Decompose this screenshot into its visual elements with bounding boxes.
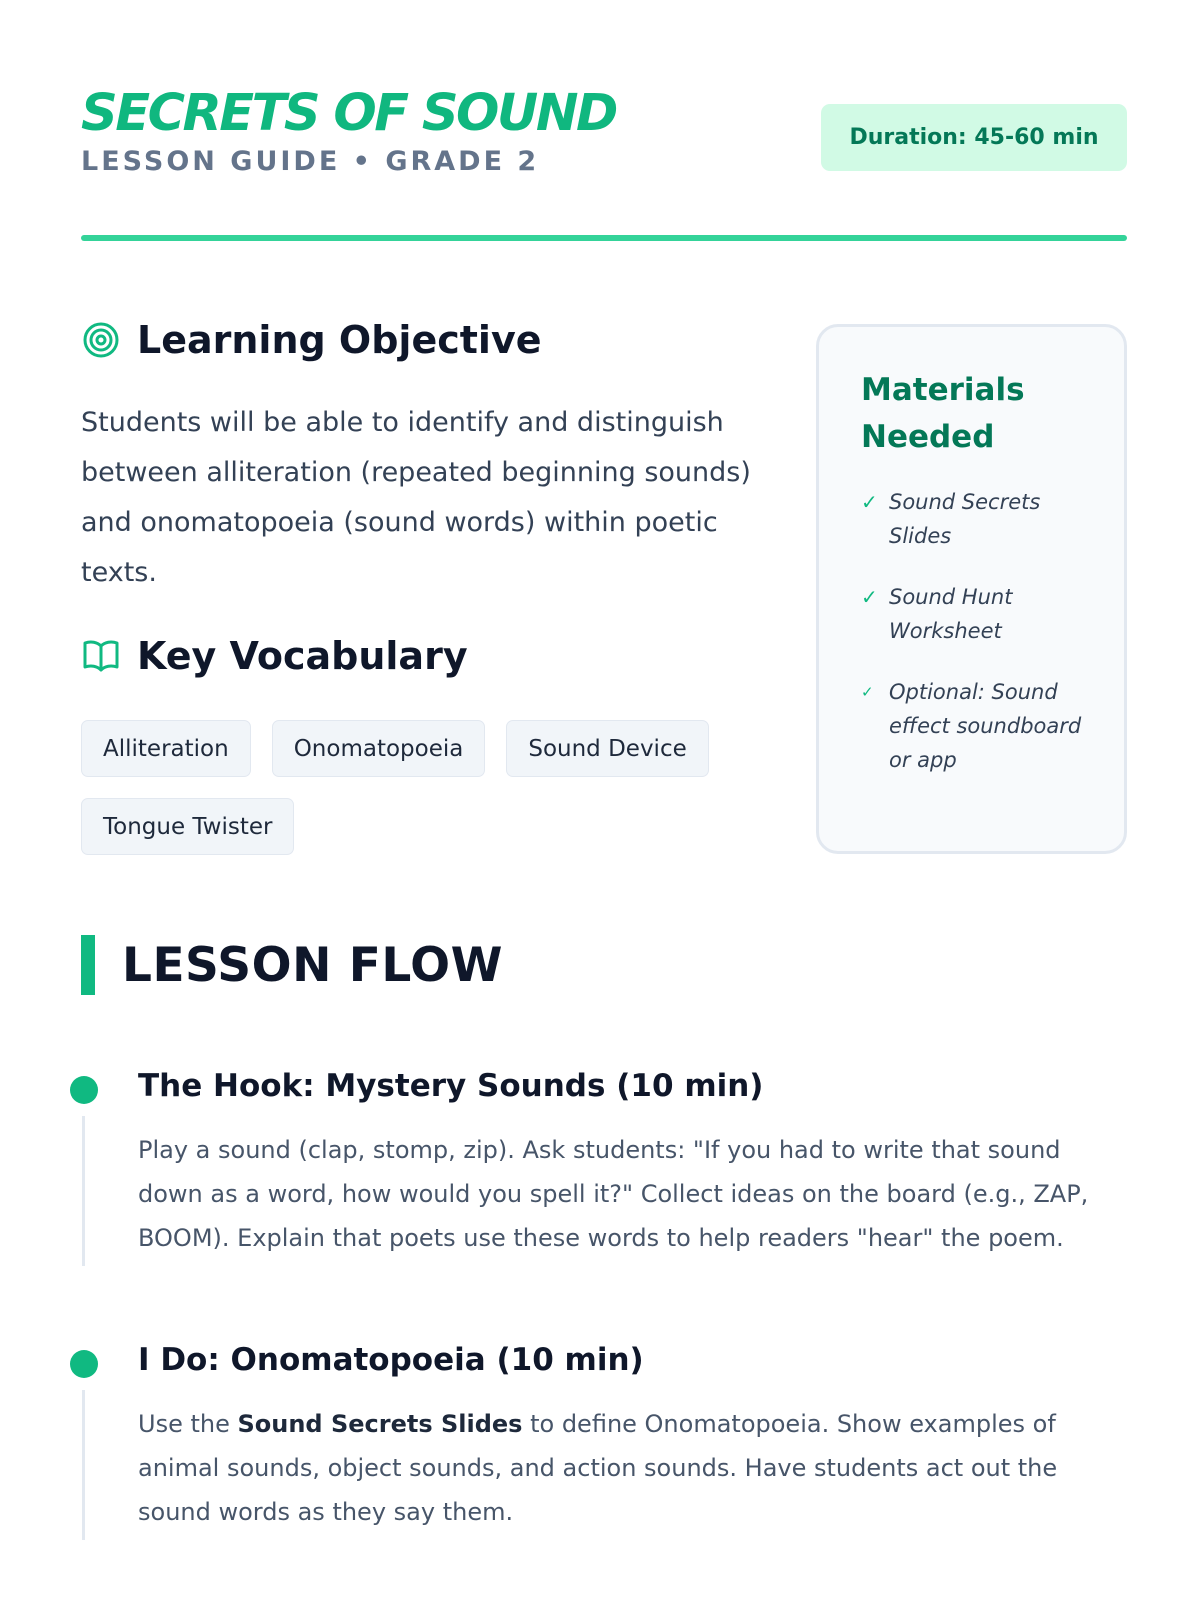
materials-heading: Materials Needed	[861, 372, 1025, 455]
lesson-flow-heading	[81, 935, 503, 995]
vocab-chip: Sound Device	[506, 720, 708, 777]
heading-accent-bar	[81, 935, 95, 995]
vocab-chip: Onomatopoeia	[272, 720, 486, 777]
flow-step	[70, 1068, 1130, 1256]
objective-heading	[81, 318, 542, 362]
step-body-emphasis: Sound Secrets Slides	[237, 1410, 523, 1438]
step-body	[138, 1402, 1128, 1534]
list-item	[861, 675, 1086, 777]
timeline-line	[82, 1116, 85, 1266]
step-title: I Do: Onomatopoeia (10 min)	[138, 1342, 644, 1378]
step-body-text: to define Onomatopoeia. Show examples of animal sounds, object sounds, and action sounds. Have students act out the sound words as they say them.	[138, 1410, 1058, 1526]
materials-card	[816, 324, 1127, 854]
step-title: The Hook: Mystery Sounds (10 min)	[138, 1068, 764, 1104]
vocab-chip: Tongue Twister	[81, 798, 294, 855]
header-divider	[81, 235, 1127, 241]
objective-heading-label: Learning Objective	[137, 318, 542, 362]
timeline-line	[82, 1390, 85, 1540]
list-item	[861, 485, 1086, 553]
check-icon: ✓	[861, 490, 878, 514]
duration-badge: Duration: 45-60 min	[821, 104, 1127, 171]
vocabulary-heading	[81, 634, 468, 678]
materials-list	[861, 485, 1086, 777]
open-book-icon	[81, 636, 121, 676]
lesson-flow-title: LESSON FLOW	[122, 937, 503, 993]
flow-step	[70, 1342, 1130, 1530]
material-label: Sound Secrets Slides	[889, 490, 1041, 548]
vocab-chip: Alliteration	[81, 720, 251, 777]
objective-text: Students will be able to identify and distinguish between alliteration (repeated beginning sounds) and onomatopoeia (sound words) within poetic texts.	[81, 407, 751, 588]
vocabulary-heading-label: Key Vocabulary	[137, 634, 468, 678]
step-dot-icon	[70, 1350, 98, 1378]
step-dot-icon	[70, 1076, 98, 1104]
target-icon	[81, 320, 121, 360]
step-body-text: Use the	[138, 1410, 238, 1438]
material-label: Optional: Sound effect soundboard or app	[889, 680, 1082, 772]
check-icon: ✓	[861, 683, 874, 701]
page-subtitle: LESSON GUIDE • GRADE 2	[81, 146, 540, 177]
step-body: Play a sound (clap, stomp, zip). Ask students: "If you had to write that sound down as a word, how would you spell it?" Collect ideas on the board (e.g., ZAP, BOOM). Explain that poets use these words to help readers "hear" the poem.	[138, 1136, 1089, 1252]
list-item	[861, 580, 1086, 648]
vocabulary-list	[81, 720, 761, 855]
material-label: Sound Hunt Worksheet	[889, 585, 1013, 643]
check-icon: ✓	[861, 585, 878, 609]
page-title: SECRETS OF SOUND	[81, 84, 616, 143]
